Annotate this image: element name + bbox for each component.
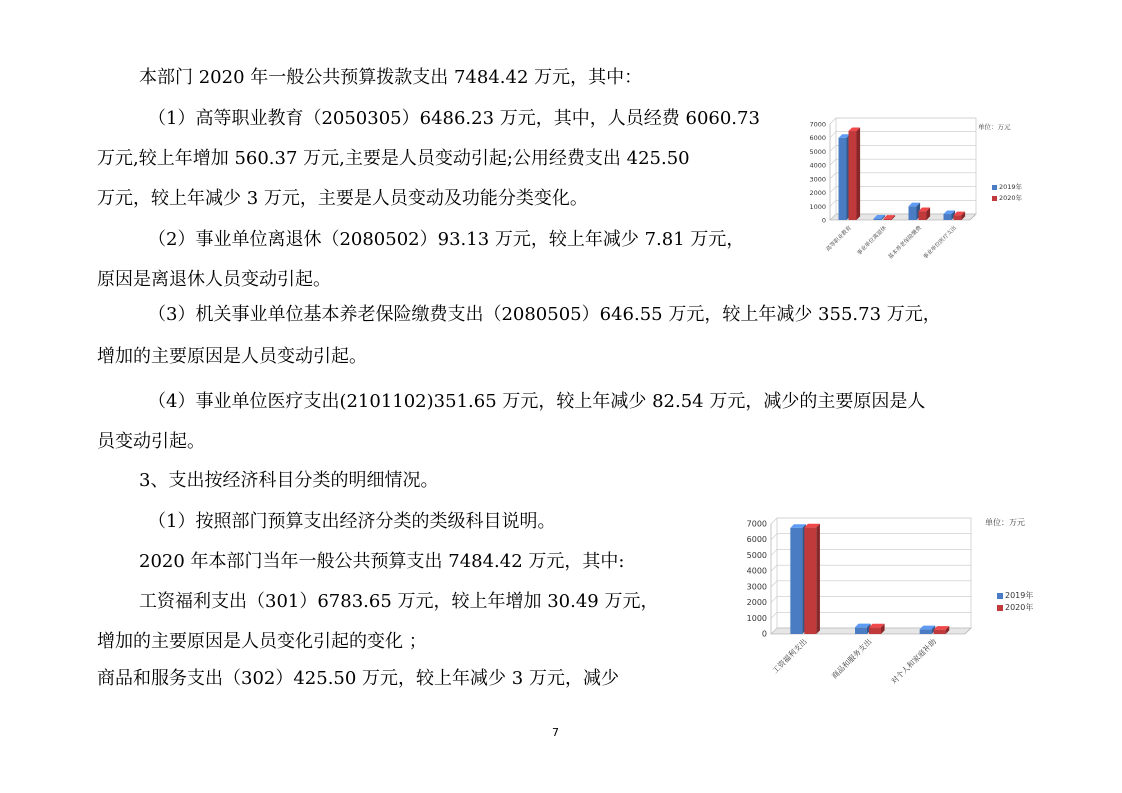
- paragraph-line: （1）按照部门预算支出经济分类的类级科目说明。: [148, 511, 556, 532]
- gridline-side: [830, 173, 836, 179]
- y-tick-label: 5000: [809, 147, 826, 156]
- y-tick-label: 5000: [746, 550, 767, 560]
- bar-side: [816, 524, 820, 634]
- bar-0-2: [909, 203, 921, 220]
- category-label: 高等职业教育: [825, 225, 853, 253]
- y-tick-label: 4000: [809, 161, 826, 170]
- unit-label: 单位：万元: [978, 123, 1011, 131]
- gridline-side: [771, 565, 777, 571]
- bar-front: [884, 219, 892, 220]
- paragraph-line: 增加的主要原因是人员变动引起。: [97, 346, 367, 367]
- bar-front: [944, 214, 952, 220]
- bar-side: [857, 127, 861, 220]
- legend-label: 2020年: [1005, 603, 1034, 612]
- category-label: 工资福利支出: [770, 637, 809, 676]
- paragraph-line: 万元,较上年增加 560.37 万元,主要是人员变动引起;公用经费支出 425.50: [97, 148, 690, 169]
- y-tick-label: 1000: [809, 202, 826, 211]
- y-tick-label: 2000: [809, 189, 826, 198]
- gridline-side: [830, 118, 836, 124]
- bar-0-0: [790, 524, 806, 634]
- bar-front: [909, 206, 917, 220]
- category-label: 基本养老保险缴费: [887, 225, 923, 261]
- y-tick-label: 7000: [746, 519, 767, 529]
- bar-front: [874, 219, 882, 220]
- paragraph-line: （3）机关事业单位基本养老保险缴费支出（2080505）646.55 万元，较上年减少 355.73 万元，: [148, 304, 941, 325]
- chart-functional: [790, 110, 1030, 280]
- bar-front: [804, 527, 816, 634]
- gridline-side: [771, 597, 777, 603]
- bar-front: [790, 528, 802, 634]
- gridline-side: [771, 518, 777, 524]
- bar-1-0: [849, 127, 861, 220]
- gridline-side: [771, 581, 777, 587]
- gridline-side: [830, 145, 836, 151]
- paragraph-line: 本部门 2020 年一般公共预算拨款支出 7484.42 万元，其中：: [139, 67, 643, 88]
- paragraph-line: 商品和服务支出（302）425.50 万元，较上年减少 3 万元，减少: [97, 668, 619, 689]
- category-label: 对个人和家庭补助: [889, 637, 939, 686]
- y-tick-label: 0: [821, 216, 826, 225]
- bar-chart-svg: [790, 110, 1030, 280]
- gridline-side: [830, 159, 836, 165]
- paragraph-line: 增加的主要原因是人员变化引起的变化 ；: [97, 631, 427, 652]
- paragraph-line: （4）事业单位医疗支出(2101102)351.65 万元，较上年减少 82.54 万元，减少的主要原因是人: [148, 391, 926, 412]
- section-heading: 3、支出按经济科目分类的明细情况。: [139, 470, 439, 491]
- y-tick-label: 4000: [746, 566, 767, 576]
- legend-swatch: [997, 605, 1003, 611]
- bar-front: [869, 627, 881, 634]
- y-tick-label: 0: [761, 629, 767, 639]
- y-tick-label: 6000: [809, 134, 826, 143]
- paragraph-line: 万元，较上年减少 3 万元，主要是人员变动及功能分类变化。: [97, 188, 588, 209]
- paragraph-line: 员变动引起。: [97, 431, 205, 452]
- bar-1-1: [869, 624, 885, 634]
- legend-label: 2020年: [999, 194, 1023, 202]
- unit-label: 单位：万元: [985, 518, 1025, 527]
- paragraph-line: （1）高等职业教育（2050305）6486.23 万元，其中，人员经费 6060.73: [148, 108, 760, 129]
- paragraph-line: 原因是离退休人员变动引起。: [97, 269, 331, 290]
- legend-swatch: [997, 593, 1003, 599]
- gridline-side: [771, 549, 777, 555]
- category-label: 事业单位离退休: [856, 225, 888, 257]
- y-tick-label: 6000: [746, 535, 767, 545]
- y-tick-label: 3000: [809, 175, 826, 184]
- y-tick-label: 7000: [809, 120, 826, 129]
- category-label: 事业单位医疗支出: [922, 225, 958, 261]
- bar-front: [934, 630, 946, 634]
- y-tick-label: 1000: [746, 613, 767, 623]
- bar-chart-svg: [735, 510, 1045, 705]
- bar-front: [954, 215, 962, 220]
- paragraph-line: 工资福利支出（301）6783.65 万元，较上年增加 30.49 万元，: [139, 591, 659, 612]
- legend-label: 2019年: [1005, 591, 1034, 600]
- gridline-side: [771, 534, 777, 540]
- y-tick-label: 2000: [746, 598, 767, 608]
- gridline-side: [771, 612, 777, 618]
- gridline-side: [830, 187, 836, 193]
- category-label: 商品和服务支出: [829, 637, 874, 681]
- gridline-side: [830, 132, 836, 138]
- bar-0-1: [855, 624, 871, 634]
- y-tick-label: 3000: [746, 582, 767, 592]
- paragraph-line: （2）事业单位离退休（2080502）93.13 万元，较上年减少 7.81 万元，: [148, 229, 745, 250]
- legend-swatch: [992, 196, 997, 201]
- paragraph-line: 2020 年本部门当年一般公共预算支出 7484.42 万元，其中:: [139, 551, 625, 572]
- bar-1-0: [804, 524, 820, 634]
- bar-front: [855, 627, 867, 634]
- bar-front: [839, 138, 847, 220]
- chart-economic: [735, 510, 1045, 705]
- page-number: 7: [552, 726, 559, 739]
- bar-front: [920, 629, 932, 634]
- bar-front: [849, 131, 857, 220]
- bar-0-0: [839, 134, 851, 220]
- bar-1-2: [919, 208, 931, 220]
- bar-front: [919, 211, 927, 220]
- legend-swatch: [992, 185, 997, 190]
- legend-label: 2019年: [999, 183, 1023, 191]
- gridline-side: [830, 200, 836, 206]
